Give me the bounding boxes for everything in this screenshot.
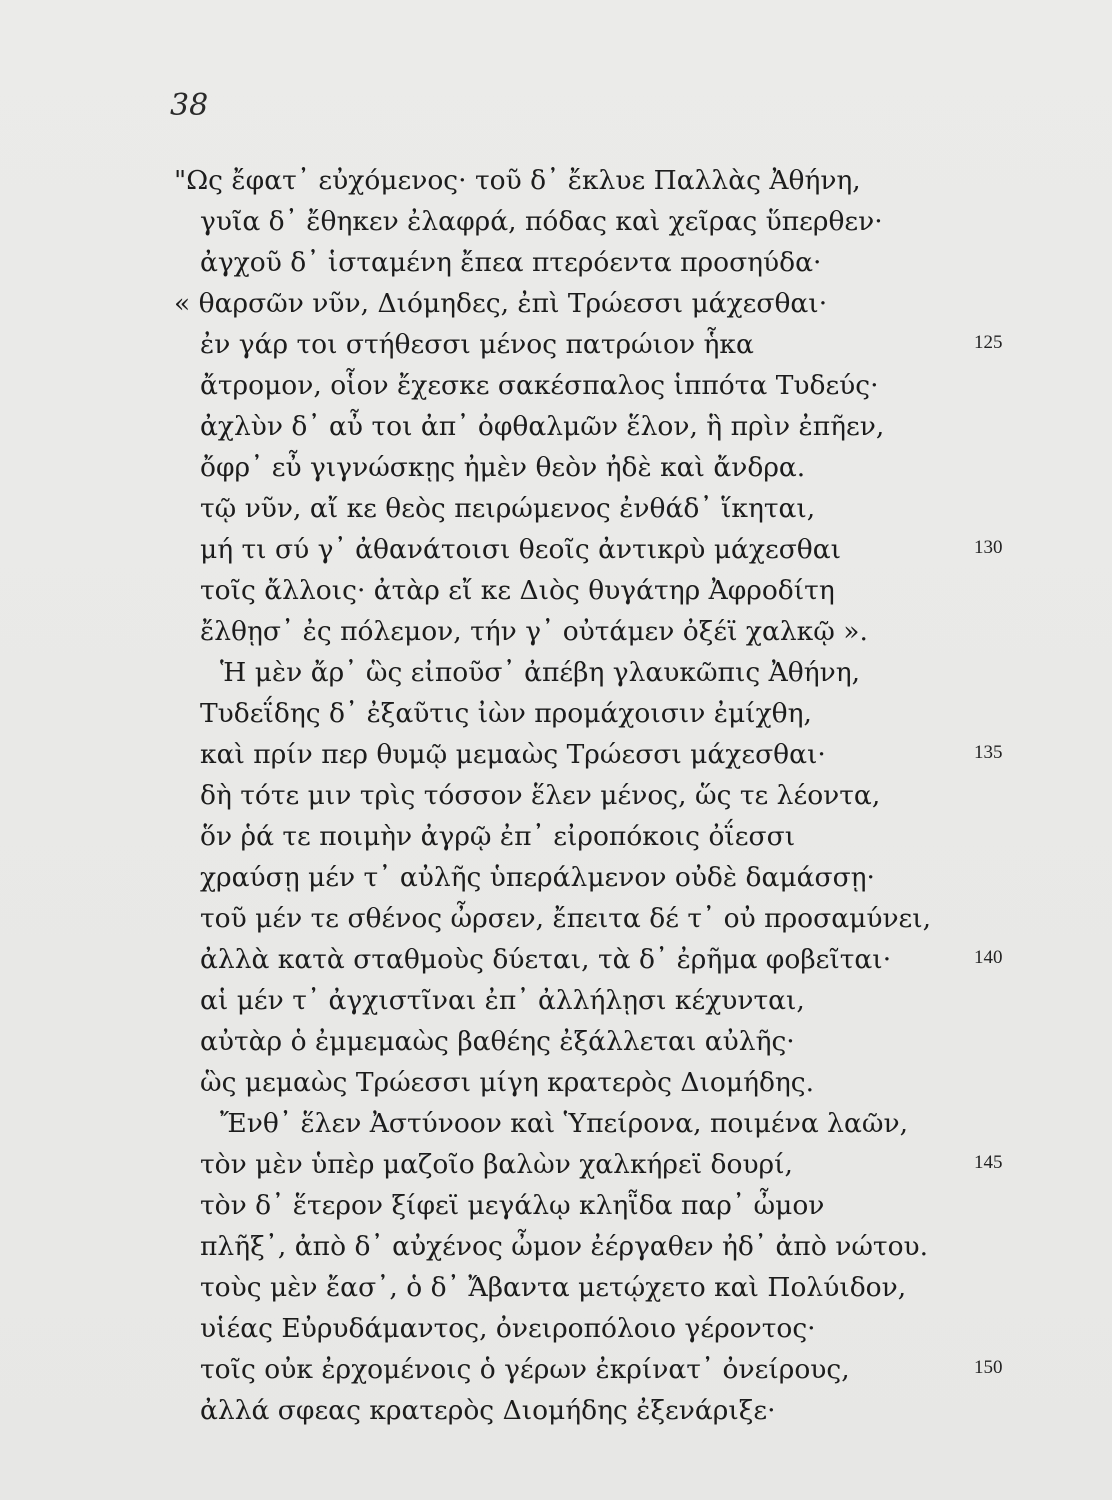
verse-line	[180, 693, 1040, 734]
verse-text: υἱέας Εὐρυδάμαντος, ὀνειροπόλοιο γέροντος·	[200, 1313, 816, 1344]
verse-line	[180, 1390, 1040, 1431]
verse-line	[180, 980, 1040, 1021]
verse-text: χραύσῃ μέν τ᾽ αὐλῆς ὑπεράλμενον οὐδὲ δαμάσσῃ·	[200, 862, 875, 893]
verse-number: 150	[974, 1357, 1003, 1378]
verse-text: τὸν δ᾽ ἕτερον ξίφεϊ μεγάλῳ κληῗδα παρ᾽ ὦμον	[200, 1190, 825, 1221]
verse-text: « θαρσῶν νῦν, Διόμηδες, ἐπὶ Τρώεσσι μάχεσθαι·	[174, 288, 828, 319]
verse-text: τὸν μὲν ὑπὲρ μαζοῖο βαλὼν χαλκήρεϊ δουρί,	[200, 1149, 793, 1180]
verse-text: Τυδεΐδης δ᾽ ἐξαῦτις ἰὼν προμάχοισιν ἐμίχθη,	[200, 698, 812, 729]
verse-line	[180, 1267, 1040, 1308]
verse-text: ἐν γάρ τοι στήθεσσι μένος πατρώιον ἧκα	[200, 329, 754, 360]
verse-line	[180, 1103, 1040, 1144]
verse-line	[180, 488, 1040, 529]
verse-text: αἱ μέν τ᾽ ἀγχιστῖναι ἐπ᾽ ἀλλήλῃσι κέχυνται,	[200, 985, 805, 1016]
verse-text: τοῦ μέν τε σθένος ὦρσεν, ἔπειτα δέ τ᾽ οὐ προσαμύνει,	[200, 903, 932, 934]
verse-line	[180, 447, 1040, 488]
verse-line	[180, 1308, 1040, 1349]
verse-line	[180, 652, 1040, 693]
verse-line	[180, 1226, 1040, 1267]
verse-block	[174, 160, 1040, 1431]
verse-text: ἀγχοῦ δ᾽ ἱσταμένη ἔπεα πτερόεντα προσηύδα·	[200, 247, 822, 278]
verse-text: τοὺς μὲν ἔασ᾽, ὁ δ᾽ Ἄβαντα μετῴχετο καὶ Πολύιδον,	[200, 1272, 907, 1303]
verse-text: τοῖς οὐκ ἐρχομένοις ὁ γέρων ἐκρίνατ᾽ ὀνείρους,	[200, 1354, 850, 1385]
verse-line	[180, 324, 1040, 365]
verse-line	[180, 816, 1040, 857]
page-number: 38	[170, 88, 209, 123]
verse-text: "Ως ἔφατ᾽ εὐχόμενος· τοῦ δ᾽ ἔκλυε Παλλὰς Ἀθήνη,	[174, 165, 861, 196]
verse-line	[180, 201, 1040, 242]
verse-number: 130	[974, 537, 1003, 558]
verse-line	[180, 775, 1040, 816]
verse-text: αὐτὰρ ὁ ἐμμεμαὼς βαθέης ἐξάλλεται αὐλῆς·	[200, 1026, 795, 1057]
verse-text: ὣς μεμαὼς Τρώεσσι μίγη κρατερὸς Διομήδης.	[200, 1067, 815, 1098]
verse-line	[180, 570, 1040, 611]
verse-number: 135	[974, 742, 1003, 763]
verse-line	[180, 1062, 1040, 1103]
verse-line	[180, 611, 1040, 652]
verse-text: Ἔνθ᾽ ἕλεν Ἀστύνοον καὶ Ὑπείρονα, ποιμένα λαῶν,	[220, 1108, 908, 1139]
verse-text: μή τι σύ γ᾽ ἀθανάτοισι θεοῖς ἀντικρὺ μάχεσθαι	[200, 534, 842, 565]
verse-line	[174, 160, 1040, 201]
verse-line	[180, 1349, 1040, 1390]
verse-number: 140	[974, 947, 1003, 968]
verse-text: Ἡ μὲν ἄρ᾽ ὣς εἰποῦσ᾽ ἀπέβη γλαυκῶπις Ἀθήνη,	[220, 657, 860, 688]
verse-text: ὅν ῥά τε ποιμὴν ἀγρῷ ἐπ᾽ εἰροπόκοις ὀΐεσσι	[200, 821, 796, 852]
verse-line	[180, 734, 1040, 775]
verse-text: ἔλθῃσ᾽ ἐς πόλεμον, τήν γ᾽ οὐτάμεν ὀξέϊ χαλκῷ ».	[200, 616, 868, 647]
verse-text: τῷ νῦν, αἴ κε θεὸς πειρώμενος ἐνθάδ᾽ ἵκηται,	[200, 493, 816, 524]
verse-text: τοῖς ἄλλοις· ἀτὰρ εἴ κε Διὸς θυγάτηρ Ἀφροδίτη	[200, 575, 835, 606]
verse-text: ἀλλὰ κατὰ σταθμοὺς δύεται, τὰ δ᾽ ἐρῆμα φοβεῖται·	[200, 944, 892, 975]
verse-text: πλῆξ᾽, ἀπὸ δ᾽ αὐχένος ὦμον ἐέργαθεν ἠδ᾽ ἀπὸ νώτου.	[200, 1231, 929, 1262]
verse-text: γυῖα δ᾽ ἔθηκεν ἐλαφρά, πόδας καὶ χεῖρας ὕπερθεν·	[200, 206, 883, 237]
verse-line	[180, 406, 1040, 447]
verse-text: καὶ πρίν περ θυμῷ μεμαὼς Τρώεσσι μάχεσθαι·	[200, 739, 826, 770]
verse-line	[180, 365, 1040, 406]
verse-number: 145	[974, 1152, 1003, 1173]
verse-text: ἀλλά σφεας κρατερὸς Διομήδης ἐξενάριξε·	[200, 1395, 776, 1426]
verse-line	[174, 283, 1040, 324]
verse-line	[180, 1021, 1040, 1062]
verse-text: ὄφρ᾽ εὖ γιγνώσκῃς ἠμὲν θεὸν ἠδὲ καὶ ἄνδρα.	[200, 452, 806, 483]
verse-line	[180, 939, 1040, 980]
verse-text: δὴ τότε μιν τρὶς τόσσον ἕλεν μένος, ὥς τε λέοντα,	[200, 780, 881, 811]
verse-text: ἄτρομον, οἷον ἔχεσκε σακέσπαλος ἱππότα Τυδεύς·	[200, 370, 879, 401]
verse-line	[180, 1185, 1040, 1226]
verse-line	[180, 1144, 1040, 1185]
verse-line	[180, 529, 1040, 570]
verse-number: 125	[974, 332, 1003, 353]
verse-line	[180, 857, 1040, 898]
verse-line	[180, 242, 1040, 283]
verse-text: ἀχλὺν δ᾽ αὖ τοι ἀπ᾽ ὀφθαλμῶν ἕλον, ἣ πρὶν ἐπῆεν,	[200, 411, 885, 442]
verse-line	[180, 898, 1040, 939]
